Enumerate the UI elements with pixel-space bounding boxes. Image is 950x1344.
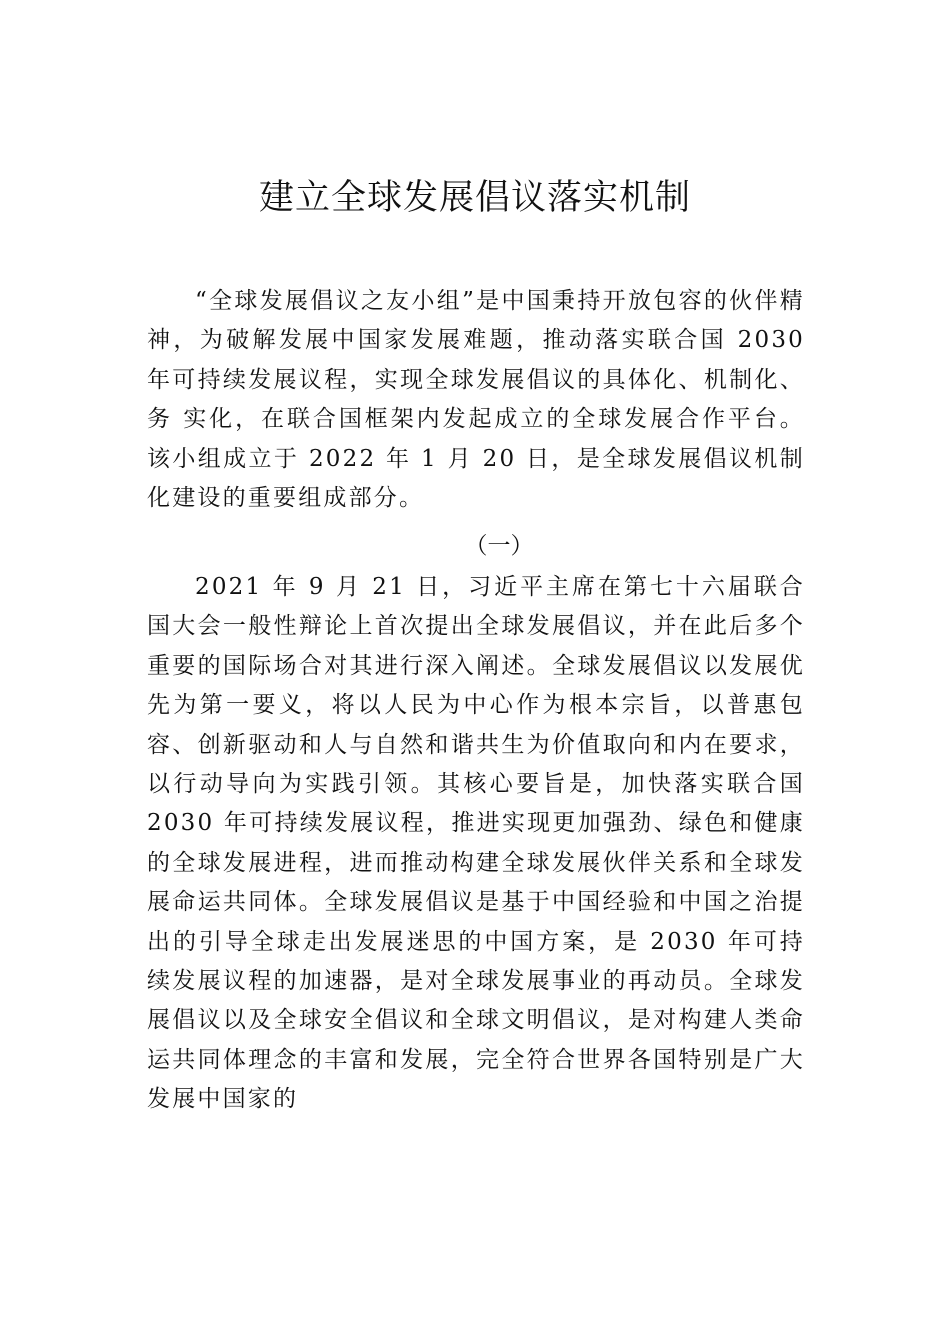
section-heading: （一） (464, 533, 534, 559)
document-title: 建立全球发展倡议落实机制 (258, 178, 691, 218)
intro-paragraph: “全球发展倡议之友小组”是中国秉持开放包容的伙伴精神，为破解发展中国家发展难题，推动落实联合国 2030 年可持续发展议程，实现全球发展倡议的具体化、机制化、务 实化，在联合国框架内发起成立的全球发展合作平台。该小组成立于 2022 年 1 月 20 日，是全球发展倡议机制化建设的重要组成部分。 (147, 288, 805, 512)
section-paragraph: 2021 年 9 月 21 日，习近平主席在第七十六届联合国大会一般性辩论上首次提出全球发展倡议，并在此后多个重要的国际场合对其进行深入阐述。全球发展倡议以发展优先为第一要义，将以人民为中心作为根本宗旨，以普惠包容、创新驱动和人与自然和谐共生为价值取向和内在要求，以行动导向为实践引领。其核心要旨是，加快落实联合国 2030 年可持续发展议程，推进实现更加强劲、绿色和健康的全球发展进程，进而推动构建全球发展伙伴关系和全球发展命运共同体。全球发展倡议是基于中国经验和中国之治提出的引导全球走出发展迷思的中国方案，是 2030 年可持续发展议程的加速器，是对全球发展事业的再动员。全球发展倡议以及全球安全倡议和全球文明倡议，是对构建人类命运共同体理念的丰富和发展，完全符合世界各国特别是广大发展中国家的 (147, 574, 805, 1113)
